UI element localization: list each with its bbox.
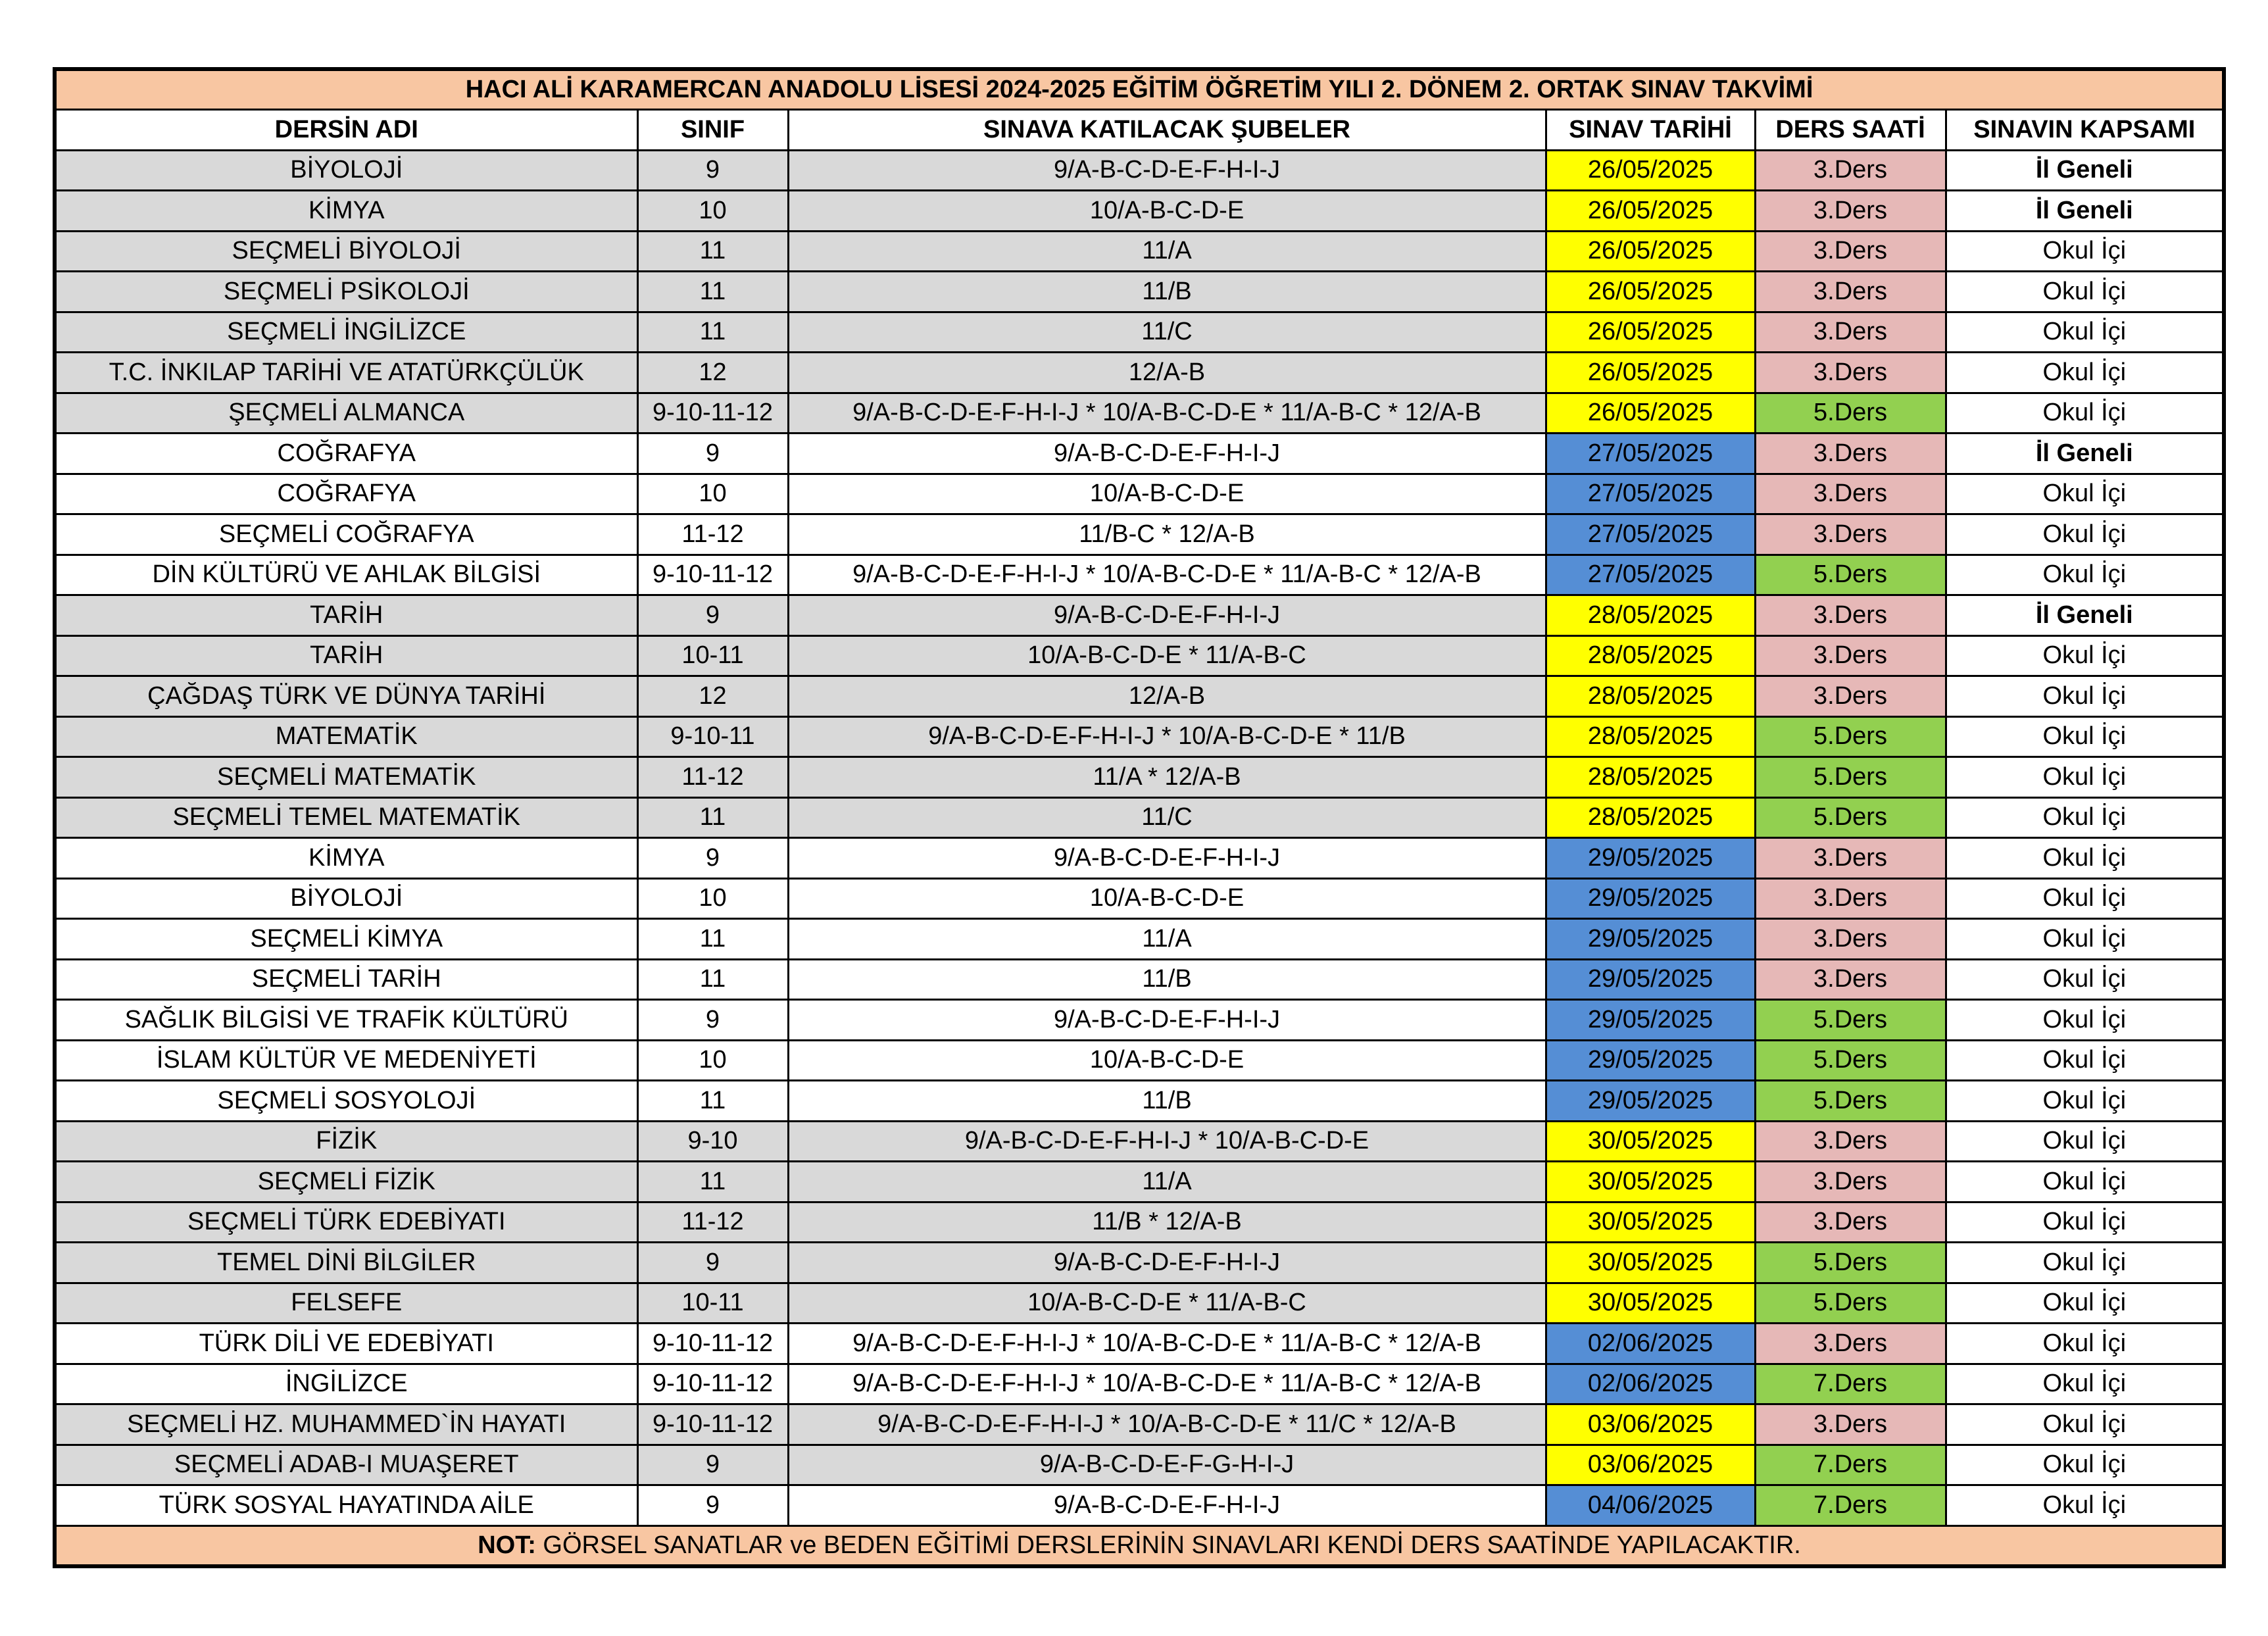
exam-date: 27/05/2025 [1546, 474, 1755, 514]
subject-name: SEÇMELİ BİYOLOJİ [55, 231, 637, 272]
class-level: 12 [637, 353, 788, 393]
exam-scope: Okul İçi [1946, 272, 2224, 312]
branches: 10/A-B-C-D-E * 11/A-B-C [788, 635, 1546, 676]
lesson-period: 5.Ders [1755, 393, 1946, 434]
lesson-period: 3.Ders [1755, 1324, 1946, 1364]
exam-date: 27/05/2025 [1546, 555, 1755, 595]
exam-date: 04/06/2025 [1546, 1485, 1755, 1526]
subject-name: SEÇMELİ KİMYA [55, 919, 637, 960]
class-level: 9 [637, 1445, 788, 1485]
class-level: 10-11 [637, 1283, 788, 1324]
lesson-period: 5.Ders [1755, 1000, 1946, 1041]
lesson-period: 3.Ders [1755, 1202, 1946, 1243]
lesson-period: 3.Ders [1755, 514, 1946, 555]
exam-scope: Okul İçi [1946, 393, 2224, 434]
table-row [55, 635, 2224, 676]
table-row [55, 1364, 2224, 1404]
lesson-period: 3.Ders [1755, 312, 1946, 353]
class-level: 11 [637, 272, 788, 312]
class-level: 9 [637, 1485, 788, 1526]
lesson-period: 5.Ders [1755, 555, 1946, 595]
exam-scope: Okul İçi [1946, 231, 2224, 272]
branches: 9/A-B-C-D-E-F-H-I-J [788, 1000, 1546, 1041]
table-row [55, 514, 2224, 555]
subject-name: SEÇMELİ PSİKOLOJİ [55, 272, 637, 312]
branches: 9/A-B-C-D-E-F-G-H-I-J [788, 1445, 1546, 1485]
exam-date: 26/05/2025 [1546, 393, 1755, 434]
subject-name: BİYOLOJİ [55, 150, 637, 191]
schedule-title: HACI ALİ KARAMERCAN ANADOLU LİSESİ 2024-2025 EĞİTİM ÖĞRETİM YILI 2. DÖNEM 2. ORTAK SINAV TAKVİMİ [55, 69, 2224, 110]
table-row [55, 919, 2224, 960]
table-row [55, 312, 2224, 353]
lesson-period: 5.Ders [1755, 1040, 1946, 1081]
exam-date: 30/05/2025 [1546, 1243, 1755, 1283]
exam-scope: Okul İçi [1946, 757, 2224, 798]
lesson-period: 3.Ders [1755, 838, 1946, 879]
subject-name: FİZİK [55, 1121, 637, 1162]
exam-date: 28/05/2025 [1546, 716, 1755, 757]
exam-date: 28/05/2025 [1546, 635, 1755, 676]
branches: 11/B [788, 959, 1546, 1000]
class-level: 11-12 [637, 1202, 788, 1243]
exam-date: 29/05/2025 [1546, 838, 1755, 879]
branches: 11/A [788, 919, 1546, 960]
subject-name: T.C. İNKILAP TARİHİ VE ATATÜRKÇÜLÜK [55, 353, 637, 393]
branches: 9/A-B-C-D-E-F-H-I-J [788, 838, 1546, 879]
exam-scope: Okul İçi [1946, 797, 2224, 838]
branches: 12/A-B [788, 676, 1546, 717]
lesson-period: 3.Ders [1755, 353, 1946, 393]
table-row [55, 191, 2224, 232]
lesson-period: 3.Ders [1755, 1404, 1946, 1445]
subject-name: SEÇMELİ FİZİK [55, 1162, 637, 1202]
branches: 11/B [788, 272, 1546, 312]
class-level: 9 [637, 434, 788, 474]
exam-date: 28/05/2025 [1546, 595, 1755, 636]
header-scope: SINAVIN KAPSAMI [1946, 110, 2224, 151]
branches: 11/C [788, 312, 1546, 353]
lesson-period: 3.Ders [1755, 959, 1946, 1000]
exam-date: 30/05/2025 [1546, 1121, 1755, 1162]
exam-date: 03/06/2025 [1546, 1445, 1755, 1485]
exam-date: 27/05/2025 [1546, 514, 1755, 555]
class-level: 9 [637, 595, 788, 636]
lesson-period: 5.Ders [1755, 797, 1946, 838]
class-level: 11 [637, 312, 788, 353]
class-level: 9 [637, 1000, 788, 1041]
exam-scope: Okul İçi [1946, 1445, 2224, 1485]
note-text: GÖRSEL SANATLAR ve BEDEN EĞİTİMİ DERSLERİNİN SINAVLARI KENDİ DERS SAATİNDE YAPILACAKTIR. [535, 1531, 1801, 1559]
exam-scope: Okul İçi [1946, 312, 2224, 353]
exam-date: 29/05/2025 [1546, 1081, 1755, 1122]
header-date: SINAV TARİHİ [1546, 110, 1755, 151]
exam-date: 26/05/2025 [1546, 353, 1755, 393]
branches: 9/A-B-C-D-E-F-H-I-J [788, 1485, 1546, 1526]
table-row [55, 797, 2224, 838]
table-row [55, 878, 2224, 919]
table-row [55, 393, 2224, 434]
branches: 11/B-C * 12/A-B [788, 514, 1546, 555]
exam-scope: Okul İçi [1946, 1202, 2224, 1243]
note [55, 1525, 2224, 1566]
exam-scope: Okul İçi [1946, 1081, 2224, 1122]
exam-date: 30/05/2025 [1546, 1202, 1755, 1243]
table-row [55, 1445, 2224, 1485]
table-row [55, 1081, 2224, 1122]
class-level: 9-10-11-12 [637, 1324, 788, 1364]
exam-scope: İl Geneli [1946, 191, 2224, 232]
branches: 10/A-B-C-D-E [788, 474, 1546, 514]
exam-date: 29/05/2025 [1546, 878, 1755, 919]
exam-date: 03/06/2025 [1546, 1404, 1755, 1445]
lesson-period: 5.Ders [1755, 1243, 1946, 1283]
class-level: 10 [637, 878, 788, 919]
class-level: 9-10-11-12 [637, 1404, 788, 1445]
exam-scope: Okul İçi [1946, 1243, 2224, 1283]
exam-schedule-table [53, 67, 2226, 1568]
exam-date: 26/05/2025 [1546, 150, 1755, 191]
class-level: 11-12 [637, 757, 788, 798]
class-level: 9-10-11-12 [637, 1364, 788, 1404]
exam-date: 28/05/2025 [1546, 797, 1755, 838]
table-row [55, 555, 2224, 595]
note-row [55, 1525, 2224, 1566]
table-row [55, 1324, 2224, 1364]
table-row [55, 838, 2224, 879]
table-row [55, 1404, 2224, 1445]
header-row [55, 110, 2224, 151]
class-level: 9-10-11-12 [637, 555, 788, 595]
title-row [55, 69, 2224, 110]
exam-scope: İl Geneli [1946, 434, 2224, 474]
exam-scope: Okul İçi [1946, 555, 2224, 595]
exam-date: 28/05/2025 [1546, 757, 1755, 798]
class-level: 11 [637, 1081, 788, 1122]
lesson-period: 3.Ders [1755, 434, 1946, 474]
table-row [55, 353, 2224, 393]
subject-name: TARİH [55, 635, 637, 676]
exam-scope: Okul İçi [1946, 1485, 2224, 1526]
exam-date: 26/05/2025 [1546, 191, 1755, 232]
class-level: 12 [637, 676, 788, 717]
exam-date: 29/05/2025 [1546, 959, 1755, 1000]
class-level: 11 [637, 1162, 788, 1202]
exam-scope: Okul İçi [1946, 635, 2224, 676]
exam-date: 26/05/2025 [1546, 272, 1755, 312]
header-branches: SINAVA KATILACAK ŞUBELER [788, 110, 1546, 151]
class-level: 10-11 [637, 635, 788, 676]
branches: 9/A-B-C-D-E-F-H-I-J [788, 150, 1546, 191]
subject-name: ŞEÇMELİ ALMANCA [55, 393, 637, 434]
table-row [55, 1121, 2224, 1162]
class-level: 9-10-11-12 [637, 393, 788, 434]
table-row [55, 1162, 2224, 1202]
exam-scope: Okul İçi [1946, 474, 2224, 514]
exam-scope: Okul İçi [1946, 716, 2224, 757]
class-level: 9-10 [637, 1121, 788, 1162]
subject-name: ÇAĞDAŞ TÜRK VE DÜNYA TARİHİ [55, 676, 637, 717]
table-row [55, 676, 2224, 717]
branches: 9/A-B-C-D-E-F-H-I-J * 10/A-B-C-D-E * 11/B [788, 716, 1546, 757]
lesson-period: 5.Ders [1755, 1283, 1946, 1324]
subject-name: İNGİLİZCE [55, 1364, 637, 1404]
branches: 10/A-B-C-D-E * 11/A-B-C [788, 1283, 1546, 1324]
subject-name: KİMYA [55, 838, 637, 879]
subject-name: MATEMATİK [55, 716, 637, 757]
exam-scope: Okul İçi [1946, 959, 2224, 1000]
branches: 11/A [788, 1162, 1546, 1202]
subject-name: SEÇMELİ İNGİLİZCE [55, 312, 637, 353]
branches: 9/A-B-C-D-E-F-H-I-J * 10/A-B-C-D-E [788, 1121, 1546, 1162]
subject-name: SEÇMELİ TEMEL MATEMATİK [55, 797, 637, 838]
class-level: 11 [637, 919, 788, 960]
subject-name: TÜRK DİLİ VE EDEBİYATI [55, 1324, 637, 1364]
table-row [55, 1243, 2224, 1283]
table-row [55, 1202, 2224, 1243]
subject-name: TEMEL DİNİ BİLGİLER [55, 1243, 637, 1283]
branches: 11/A * 12/A-B [788, 757, 1546, 798]
class-level: 11 [637, 231, 788, 272]
exam-scope: Okul İçi [1946, 838, 2224, 879]
subject-name: SEÇMELİ MATEMATİK [55, 757, 637, 798]
branches: 9/A-B-C-D-E-F-H-I-J [788, 1243, 1546, 1283]
exam-scope: İl Geneli [1946, 595, 2224, 636]
subject-name: SEÇMELİ COĞRAFYA [55, 514, 637, 555]
lesson-period: 7.Ders [1755, 1485, 1946, 1526]
exam-scope: Okul İçi [1946, 1162, 2224, 1202]
lesson-period: 3.Ders [1755, 231, 1946, 272]
exam-scope: Okul İçi [1946, 353, 2224, 393]
branches: 10/A-B-C-D-E [788, 1040, 1546, 1081]
class-level: 9 [637, 1243, 788, 1283]
branches: 9/A-B-C-D-E-F-H-I-J [788, 434, 1546, 474]
lesson-period: 5.Ders [1755, 1081, 1946, 1122]
header-name: DERSİN ADI [55, 110, 637, 151]
exam-scope: Okul İçi [1946, 878, 2224, 919]
exam-scope: Okul İçi [1946, 1283, 2224, 1324]
branches: 9/A-B-C-D-E-F-H-I-J * 10/A-B-C-D-E * 11/A-B-C * 12/A-B [788, 1364, 1546, 1404]
exam-scope: Okul İçi [1946, 1000, 2224, 1041]
exam-scope: Okul İçi [1946, 1404, 2224, 1445]
subject-name: SAĞLIK BİLGİSİ VE TRAFİK KÜLTÜRÜ [55, 1000, 637, 1041]
branches: 11/B * 12/A-B [788, 1202, 1546, 1243]
header-class: SINIF [637, 110, 788, 151]
branches: 10/A-B-C-D-E [788, 878, 1546, 919]
class-level: 10 [637, 474, 788, 514]
lesson-period: 3.Ders [1755, 1162, 1946, 1202]
table-row [55, 1040, 2224, 1081]
lesson-period: 3.Ders [1755, 676, 1946, 717]
lesson-period: 7.Ders [1755, 1364, 1946, 1404]
table-row [55, 1283, 2224, 1324]
subject-name: COĞRAFYA [55, 474, 637, 514]
exam-date: 30/05/2025 [1546, 1162, 1755, 1202]
table-row [55, 1000, 2224, 1041]
class-level: 10 [637, 191, 788, 232]
subject-name: SEÇMELİ TARİH [55, 959, 637, 1000]
exam-scope: İl Geneli [1946, 150, 2224, 191]
subject-name: SEÇMELİ SOSYOLOJİ [55, 1081, 637, 1122]
lesson-period: 7.Ders [1755, 1445, 1946, 1485]
exam-date: 02/06/2025 [1546, 1364, 1755, 1404]
exam-date: 27/05/2025 [1546, 434, 1755, 474]
branches: 12/A-B [788, 353, 1546, 393]
subject-name: KİMYA [55, 191, 637, 232]
exam-scope: Okul İçi [1946, 1121, 2224, 1162]
table-row [55, 231, 2224, 272]
exam-date: 29/05/2025 [1546, 919, 1755, 960]
subject-name: SEÇMELİ ADAB-I MUAŞERET [55, 1445, 637, 1485]
lesson-period: 3.Ders [1755, 1121, 1946, 1162]
branches: 10/A-B-C-D-E [788, 191, 1546, 232]
exam-date: 29/05/2025 [1546, 1040, 1755, 1081]
branches: 9/A-B-C-D-E-F-H-I-J * 10/A-B-C-D-E * 11/C * 12/A-B [788, 1404, 1546, 1445]
table-row [55, 150, 2224, 191]
exam-scope: Okul İçi [1946, 514, 2224, 555]
lesson-period: 3.Ders [1755, 191, 1946, 232]
subject-name: BİYOLOJİ [55, 878, 637, 919]
branches: 9/A-B-C-D-E-F-H-I-J * 10/A-B-C-D-E * 11/A-B-C * 12/A-B [788, 1324, 1546, 1364]
schedule-rows [55, 150, 2224, 1525]
subject-name: FELSEFE [55, 1283, 637, 1324]
note-label: NOT: [478, 1531, 536, 1559]
branches: 11/C [788, 797, 1546, 838]
table-row [55, 1485, 2224, 1526]
subject-name: DİN KÜLTÜRÜ VE AHLAK BİLGİSİ [55, 555, 637, 595]
exam-date: 26/05/2025 [1546, 312, 1755, 353]
lesson-period: 3.Ders [1755, 635, 1946, 676]
subject-name: TARİH [55, 595, 637, 636]
header-period: DERS SAATİ [1755, 110, 1946, 151]
class-level: 11 [637, 797, 788, 838]
branches: 9/A-B-C-D-E-F-H-I-J * 10/A-B-C-D-E * 11/A-B-C * 12/A-B [788, 555, 1546, 595]
table-row [55, 959, 2224, 1000]
class-level: 9-10-11 [637, 716, 788, 757]
exam-date: 29/05/2025 [1546, 1000, 1755, 1041]
branches: 11/A [788, 231, 1546, 272]
lesson-period: 3.Ders [1755, 474, 1946, 514]
exam-scope: Okul İçi [1946, 1040, 2224, 1081]
subject-name: COĞRAFYA [55, 434, 637, 474]
class-level: 11-12 [637, 514, 788, 555]
exam-scope: Okul İçi [1946, 919, 2224, 960]
branches: 11/B [788, 1081, 1546, 1122]
table-row [55, 474, 2224, 514]
exam-date: 02/06/2025 [1546, 1324, 1755, 1364]
table-row [55, 434, 2224, 474]
lesson-period: 3.Ders [1755, 919, 1946, 960]
exam-scope: Okul İçi [1946, 1364, 2224, 1404]
subject-name: İSLAM KÜLTÜR VE MEDENİYETİ [55, 1040, 637, 1081]
lesson-period: 3.Ders [1755, 150, 1946, 191]
subject-name: SEÇMELİ TÜRK EDEBİYATI [55, 1202, 637, 1243]
subject-name: SEÇMELİ HZ. MUHAMMED`İN HAYATI [55, 1404, 637, 1445]
table-row [55, 757, 2224, 798]
table-row [55, 595, 2224, 636]
subject-name: TÜRK SOSYAL HAYATINDA AİLE [55, 1485, 637, 1526]
lesson-period: 3.Ders [1755, 272, 1946, 312]
class-level: 9 [637, 838, 788, 879]
class-level: 11 [637, 959, 788, 1000]
table-row [55, 716, 2224, 757]
exam-scope: Okul İçi [1946, 1324, 2224, 1364]
exam-date: 26/05/2025 [1546, 231, 1755, 272]
class-level: 10 [637, 1040, 788, 1081]
branches: 9/A-B-C-D-E-F-H-I-J * 10/A-B-C-D-E * 11/A-B-C * 12/A-B [788, 393, 1546, 434]
exam-date: 30/05/2025 [1546, 1283, 1755, 1324]
lesson-period: 5.Ders [1755, 716, 1946, 757]
exam-date: 28/05/2025 [1546, 676, 1755, 717]
table-row [55, 272, 2224, 312]
branches: 9/A-B-C-D-E-F-H-I-J [788, 595, 1546, 636]
exam-scope: Okul İçi [1946, 676, 2224, 717]
class-level: 9 [637, 150, 788, 191]
lesson-period: 3.Ders [1755, 595, 1946, 636]
lesson-period: 3.Ders [1755, 878, 1946, 919]
lesson-period: 5.Ders [1755, 757, 1946, 798]
